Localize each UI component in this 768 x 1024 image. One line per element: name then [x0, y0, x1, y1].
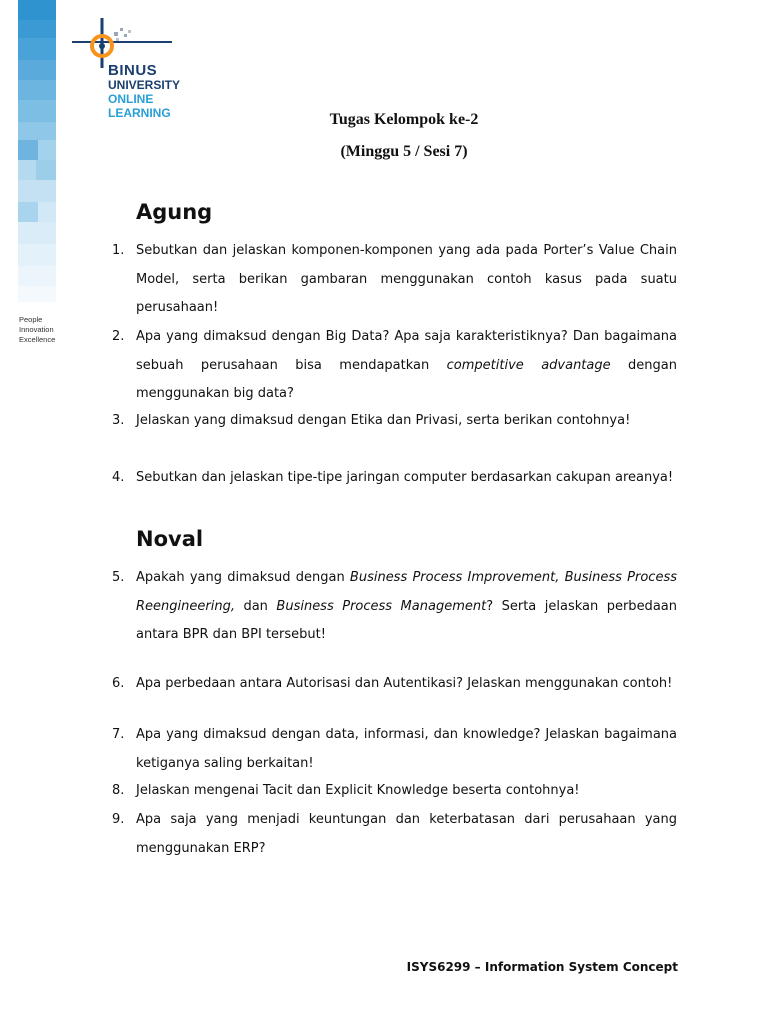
question-item: [112, 670, 677, 699]
question-number: 4.: [112, 470, 125, 485]
question-text: [136, 323, 677, 409]
footer-course-code: ISYS6299 – Information System Concept: [406, 960, 678, 974]
question-text: [136, 721, 677, 778]
question-text-segment: Apa perbedaan antara Autorisasi dan Autentikasi? Jelaskan menggunakan contoh!: [136, 676, 673, 691]
question-number: 9.: [112, 812, 125, 827]
question-text: [136, 806, 677, 863]
question-text-segment: Sebutkan dan jelaskan tipe-tipe jaringan computer berdasarkan cakupan areanya!: [136, 470, 674, 485]
section-heading-agung: Agung: [136, 200, 213, 224]
question-text-segment: dengan menggunakan big data?: [136, 357, 677, 401]
question-text-segment: Sebutkan dan jelaskan komponen-komponen yang ada pada Porter’s Value Chain Model, serta berikan gambaran menggunakan contoh kasus pada suatu perusahaan!: [136, 243, 677, 315]
question-text: [136, 237, 677, 323]
question-text-segment: Apa saja yang menjadi keuntungan dan keterbatasan dari perusahaan yang menggunakan ERP?: [136, 812, 677, 856]
question-number: 5.: [112, 570, 125, 585]
question-text: [136, 464, 677, 493]
question-text: [136, 564, 677, 650]
binus-logo-mark: [72, 18, 202, 68]
question-number: 2.: [112, 329, 125, 344]
question-text-segment: ? Serta jelaskan perbedaan antara BPR dan BPI tersebut!: [136, 598, 677, 642]
question-text-italic: Business Process Management: [276, 598, 487, 614]
question-text-segment: Jelaskan yang dimaksud dengan Etika dan Privasi, serta berikan contohnya!: [136, 413, 631, 428]
tagline: [19, 315, 55, 345]
question-text: [136, 777, 677, 806]
question-text: [136, 670, 677, 699]
question-text-italic: Business Process Improvement, Business Process Reengineering,: [136, 570, 677, 614]
question-item: [112, 237, 677, 323]
logo-line-binus: BINUS: [108, 62, 158, 79]
question-item: [112, 564, 677, 650]
logo-line-learning: LEARNING: [108, 106, 171, 120]
question-item: [112, 323, 677, 409]
question-text-segment: Apa yang dimaksud dengan Big Data? Apa saja karakteristiknya? Dan bagaimana sebuah perusahaan bisa mendapatkan: [136, 329, 677, 373]
question-number: 3.: [112, 413, 125, 428]
question-number: 7.: [112, 727, 125, 742]
document-title: Tugas Kelompok ke-2: [329, 111, 479, 128]
tagline-people: People: [19, 315, 43, 324]
question-item: [112, 407, 677, 436]
question-number: 8.: [112, 783, 125, 798]
logo-line-university: UNIVERSITY: [108, 78, 181, 92]
question-item: [112, 806, 677, 863]
question-text: [136, 407, 677, 436]
question-text-segment: Apakah yang dimaksud dengan: [136, 570, 350, 585]
question-text-segment: dan: [234, 598, 277, 614]
question-number: 6.: [112, 676, 125, 691]
tagline-excellence: Excellence: [19, 335, 56, 344]
logo-line-online: ONLINE: [108, 92, 154, 106]
question-text-segment: Jelaskan mengenai Tacit dan Explicit Knowledge beserta contohnya!: [136, 783, 580, 798]
section-heading-noval: Noval: [136, 527, 204, 551]
question-number: 1.: [112, 243, 125, 258]
question-text-italic: competitive advantage: [446, 357, 611, 373]
question-item: [112, 464, 677, 493]
question-item: [112, 777, 677, 806]
tagline-innovation: Innovation: [19, 325, 54, 334]
question-text-segment: Apa yang dimaksud dengan data, informasi, dan knowledge? Jelaskan bagaimana ketiganya saling berkaitan!: [136, 727, 677, 771]
document-subtitle: (Minggu 5 / Sesi 7): [340, 143, 468, 160]
question-item: [112, 721, 677, 778]
